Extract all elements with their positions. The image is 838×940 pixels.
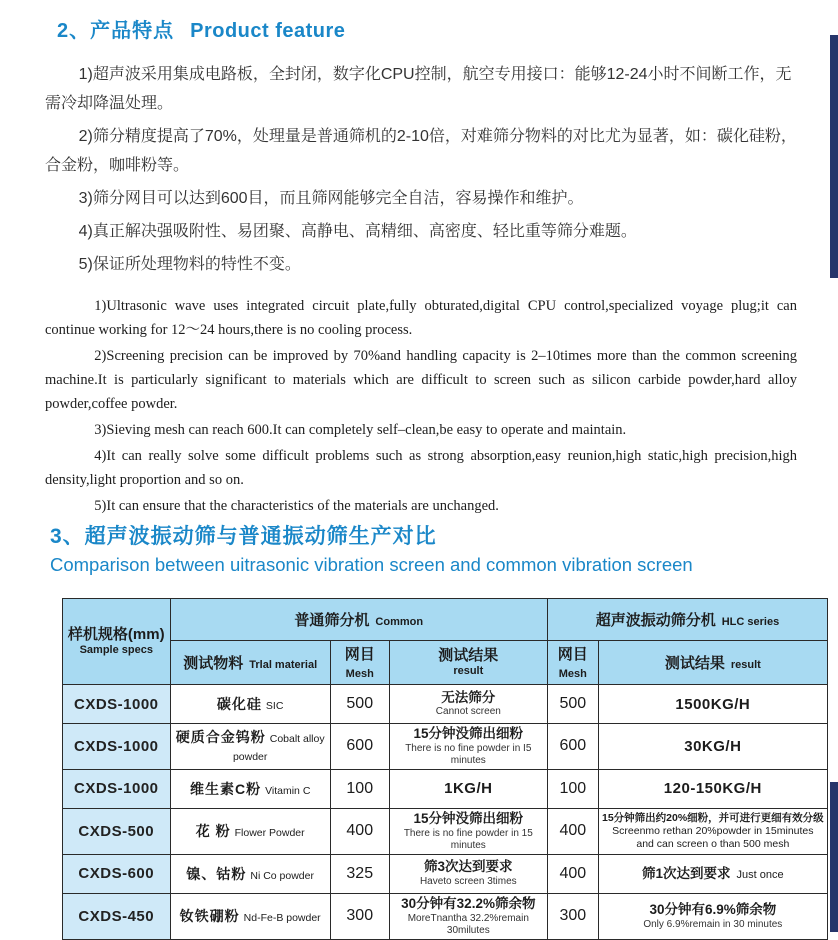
feature-paragraph-zh-4: 4)真正解决强吸附性、易团聚、高静电、高精细、高密度、轻比重等筛分难题。 (78, 223, 637, 240)
page-edge-bar-bottom (830, 782, 838, 932)
feature-paragraph-en-5: 5)It can ensure that the characteristics of the materials are unchanged. (94, 498, 499, 514)
header-group-hlc-en: HLC series (721, 616, 780, 628)
result-common-zh: 筛3次达到要求 (424, 859, 513, 875)
mesh-hlc-cell: 100 (547, 769, 598, 808)
result-hlc-cell (598, 854, 827, 893)
header-sample-specs (63, 599, 171, 685)
header-trial-material-zh: 测试物料 (183, 655, 244, 672)
section3-heading-zh: 3、超声波振动筛与普通振动筛生产对比 (50, 525, 437, 548)
result-hlc-zh: 筛1次达到要求 (642, 865, 731, 881)
result-common-cell (389, 893, 547, 939)
header-mesh-common (330, 641, 389, 685)
result-common-zh: 15分钟没筛出细粉 (413, 810, 524, 826)
result-common-zh: 30分钟有32.2%筛余物 (401, 895, 536, 911)
result-hlc-zh: 30KG/H (684, 737, 742, 755)
result-hlc-cell (598, 808, 827, 854)
result-common-en: Cannot screen (435, 706, 501, 718)
feature-paragraphs-english (45, 294, 797, 520)
mesh-common-cell: 325 (330, 854, 389, 893)
header-group-common-en: Common (375, 616, 424, 628)
material-zh: 碳化硅 (216, 696, 262, 712)
result-common-zh: 15分钟没筛出细粉 (413, 726, 524, 741)
table-row (63, 854, 828, 893)
header-result-common-en: result (453, 664, 484, 677)
header-sample-specs-zh: 样机规格(mm) (67, 625, 165, 643)
result-common-cell (389, 854, 547, 893)
mesh-common-cell: 500 (330, 685, 389, 724)
material-cell (170, 893, 330, 939)
section3-heading-en: Comparison between uitrasonic vibration screen and common vibration screen (50, 554, 693, 575)
material-cell (170, 685, 330, 724)
material-cell (170, 724, 330, 770)
mesh-common-cell: 100 (330, 769, 389, 808)
result-common-cell (389, 685, 547, 724)
header-group-hlc-zh: 超声波振动筛分机 (595, 612, 716, 629)
spec-cell: CXDS-1000 (63, 724, 171, 770)
header-group-hlc (547, 599, 827, 641)
feature-paragraphs-chinese (45, 60, 797, 283)
material-en: SIC (265, 700, 284, 712)
header-result-hlc (598, 641, 827, 685)
feature-paragraph-zh-2: 2)筛分精度提高了70%，处理量是普通筛机的2-10倍，对难筛分物料的对比尤为显著，如：碳化硅粉，合金粉，咖啡粉等。 (45, 128, 797, 174)
material-zh: 花 粉 (195, 823, 231, 840)
mesh-common-cell: 400 (330, 808, 389, 854)
feature-paragraph-en-1: 1)Ultrasonic wave uses integrated circuit plate,fully obturated,digital CPU control,specialized voyage plug;it can continue working for 12～24 hours,there is no cooling process. (45, 298, 797, 338)
table-header-group-row (63, 599, 828, 641)
header-result-hlc-zh: 测试结果 (664, 655, 725, 672)
material-cell (170, 769, 330, 808)
section3-heading (50, 520, 693, 576)
mesh-hlc-cell: 400 (547, 854, 598, 893)
page-edge-bar-top (830, 35, 838, 278)
header-mesh-common-en: Mesh (345, 668, 374, 680)
spec-cell: CXDS-500 (63, 808, 171, 854)
table-row (63, 685, 828, 724)
feature-paragraph-en-2: 2)Screening precision can be improved by 70%and handling capacity is 2–10times more than the common screening machine.It is particularly significant to materials which are difficult to screen such as silicon carbide powder,hard alloy powder,coffee powder. (45, 348, 797, 412)
section2-heading-zh: 2、产品特点 (57, 20, 175, 42)
result-common-zh: 1KG/H (444, 780, 493, 798)
result-hlc-cell (598, 769, 827, 808)
header-mesh-hlc (547, 641, 598, 685)
material-zh: 镍、钴粉 (186, 865, 247, 882)
header-group-common (170, 599, 547, 641)
result-hlc-en: Screenmo rethan 20%powder in 15minutes (612, 825, 814, 838)
feature-paragraph-zh-5: 5)保证所处理物料的特性不变。 (78, 256, 301, 273)
header-mesh-common-zh: 网目 (344, 646, 375, 663)
table-subheader-row (63, 641, 828, 685)
table-row (63, 724, 828, 770)
header-mesh-hlc-zh: 网目 (557, 646, 588, 663)
result-hlc-cell (598, 685, 827, 724)
result-hlc-cell (598, 893, 827, 939)
result-hlc-en: Just once (736, 868, 784, 881)
material-cell (170, 808, 330, 854)
material-zh: 钕铁硼粉 (179, 908, 240, 925)
result-hlc-zh: 120-150KG/H (663, 780, 762, 798)
mesh-hlc-cell: 600 (547, 724, 598, 770)
material-en: Cobalt alloy powder (232, 733, 325, 764)
spec-cell: CXDS-1000 (63, 769, 171, 808)
header-group-common-zh: 普通筛分机 (294, 612, 370, 629)
spec-cell: CXDS-450 (63, 893, 171, 939)
result-common-cell (389, 808, 547, 854)
material-cell (170, 854, 330, 893)
material-zh: 硬质合金钨粉 (175, 729, 266, 746)
result-common-cell (389, 769, 547, 808)
section2-heading (57, 14, 345, 43)
mesh-common-cell: 600 (330, 724, 389, 770)
comparison-table (62, 598, 828, 940)
feature-paragraph-en-3: 3)Sieving mesh can reach 600.It can completely self–clean,be easy to operate and maintain. (94, 422, 627, 438)
table-row (63, 808, 828, 854)
material-en: Flower Powder (234, 827, 305, 840)
result-common-en: MoreTnantha 32.2%remain 30milutes (407, 912, 529, 936)
result-hlc-en2: and can screen o than 500 mesh (636, 837, 790, 850)
spec-cell: CXDS-1000 (63, 685, 171, 724)
header-trial-material-en: Trlal material (249, 659, 318, 671)
material-en: Vitamin C (265, 784, 311, 797)
material-zh: 维生素C粉 (189, 780, 262, 797)
result-common-zh: 无法筛分 (441, 689, 496, 705)
table-row (63, 893, 828, 939)
header-result-common (389, 641, 547, 685)
mesh-common-cell: 300 (330, 893, 389, 939)
material-en: Nd-Fe-B powder (243, 912, 321, 925)
header-sample-specs-en: Sample specs (79, 643, 153, 656)
feature-paragraph-zh-3: 3)筛分网目可以达到600目，而且筛网能够完全自洁，容易操作和维护。 (78, 190, 584, 207)
result-common-en: There is no fine powder in I5 minutes (405, 742, 532, 766)
result-hlc-zh: 1500KG/H (675, 695, 751, 713)
spec-cell: CXDS-600 (63, 854, 171, 893)
header-result-hlc-en: result (730, 659, 761, 671)
mesh-hlc-cell: 400 (547, 808, 598, 854)
mesh-hlc-cell: 300 (547, 893, 598, 939)
material-en: Ni Co powder (250, 869, 314, 882)
header-trial-material (170, 641, 330, 685)
table-row (63, 769, 828, 808)
header-mesh-hlc-en: Mesh (558, 668, 587, 680)
result-hlc-zh: 30分钟有6.9%筛余物 (649, 901, 777, 917)
feature-paragraph-zh-1: 1)超声波采用集成电路板，全封闭，数字化CPU控制，航空专用接口：能够12-24小时不间断工作，无需冷却降温处理。 (45, 66, 792, 112)
result-hlc-zh: 15分钟筛出约20%细粉，并可进行更细有效分级 (601, 812, 824, 825)
feature-paragraph-en-4: 4)It can really solve some difficult problems such as strong absorption,easy reunion,high static,high precision,high density,light proportion and so on. (45, 448, 797, 488)
header-result-common-zh: 测试结果 (438, 646, 499, 664)
result-common-cell (389, 724, 547, 770)
mesh-hlc-cell: 500 (547, 685, 598, 724)
result-hlc-cell (598, 724, 827, 770)
result-hlc-en: Only 6.9%remain in 30 minutes (643, 918, 783, 930)
result-common-en: Haveto screen 3times (419, 876, 517, 888)
section2-heading-en: Product feature (190, 20, 346, 42)
result-common-en: There is no fine powder in 15 minutes (403, 827, 533, 851)
